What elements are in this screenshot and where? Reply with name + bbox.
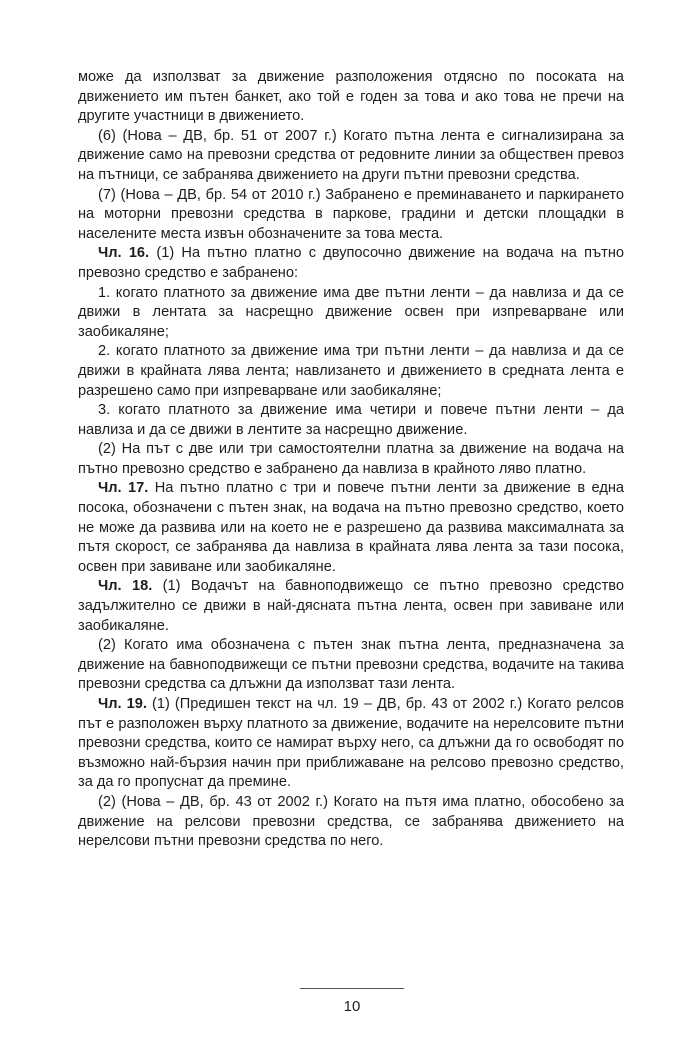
paragraph-text: (2) (Нова – ДВ, бр. 43 от 2002 г.) Когато на пътя има платно, обособено за движение на релсови превозни средства, се забранява движението на нерелсови пътни превозни средства по него. [78,793,624,850]
article-16-item-2 [78,342,624,401]
paragraph-text: (1) Водачът на бавноподвижещо се пътно превозно средство задължително се движи в най-дясната пътна лента, освен при завиване или заобикаляне. [78,578,624,634]
footer-divider [300,988,404,989]
paragraph-text: (7) (Нова – ДВ, бр. 54 от 2010 г.) Забранено е преминаването и паркирането на моторни превозни средства в паркове, градини и детски площадки в населените места извън обозначените за това места. [78,186,624,242]
article-19-paragraph-2 [78,793,624,852]
paragraph-3 [78,186,624,245]
paragraph-text: 1. когато платното за движение има две пътни ленти – да навлиза и да се движи в лентата за насрещно движение освен при изпреварване или заобикаляне; [78,284,624,340]
paragraph-1 [78,68,624,127]
article-19-paragraph-1 [78,695,624,793]
paragraph-text: На пътно платно с три и повече пътни ленти за движение в една посока, обозначени с пътен знак, на водача на пътно превозно средство, което не може да развива или на което не е разрешено да развива максималната за пътя скорост, се забранява да навлиза в крайната лява лента за тази посока, освен при завиване или заобикаляне. [78,480,625,575]
paragraph-2 [78,127,624,186]
paragraph-text: 3. когато платното за движение има четири и повече пътни ленти – да навлиза и да се движи в лентите за насрещно движение. [78,402,624,438]
paragraph-text: може да използват за движение разположения отдясно по посоката на движението им пътен банкет, ако той е годен за това и ако това не пречи на другите участници в движението. [78,69,624,125]
article-16-item-3 [78,401,624,440]
article-label: Чл. 19. [98,696,147,712]
page-number: 10 [343,998,361,1015]
paragraph-text: (6) (Нова – ДВ, бр. 51 от 2007 г.) Когато пътна лента е сигнализирана за движение само на превозни средства от редовните линии за обществен превоз на пътници, се забранява движението на други пътни превозни средства. [78,127,624,183]
paragraph-text: (2) На път с две или три самостоятелни платна за движение на водача на пътно превозно средство е забранено да навлиза в крайното ляво платно. [78,441,624,477]
article-16-paragraph-2 [78,440,624,479]
article-label: Чл. 18. [98,578,153,595]
paragraph-text: (1) (Предишен текст на чл. 19 – ДВ, бр. 43 от 2002 г.) Когато релсов път е разположен върху платното за движение, водачите на нерелсовите пътни превозни средства, които се намират върху него, са длъжни да го освободят по възможно най-бързия начин при приближаване на релсово превозно средство, за да го пропуснат да премине. [78,696,625,791]
article-16-item-1 [78,284,624,343]
article-label: Чл. 16. [98,245,150,262]
article-label: Чл. 17. [98,480,149,497]
body-text [78,68,624,852]
article-16-paragraph-1 [78,244,624,283]
paragraph-text: 2. когато платното за движение има три пътни ленти – да навлиза и да се движи в крайната лява лента; навлизането и движението в средната лента е разрешено само при изпреварване или заобикаляне; [78,343,624,399]
article-18-paragraph-2 [78,636,624,695]
paragraph-text: (2) Когато има обозначена с пътен знак пътна лента, предназначена за движение на бавноподвижещи се пътни превозни средства, водачите на такива превозни средства са длъжни да използват тази лента. [78,637,624,693]
article-18-paragraph-1 [78,577,624,636]
article-17 [78,479,624,577]
paragraph-text: (1) На пътно платно с двупосочно движение на водача на пътно превозно средство е забранено: [78,245,625,281]
